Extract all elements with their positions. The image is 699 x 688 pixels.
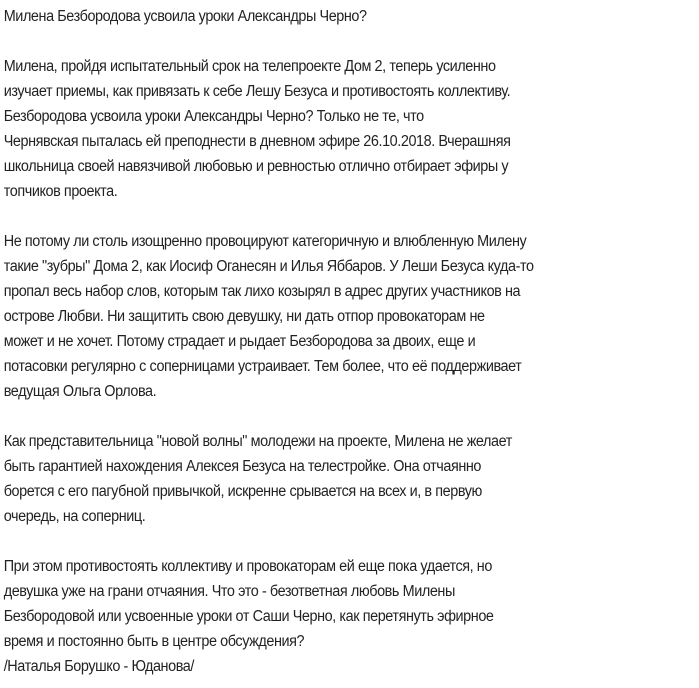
paragraph-line: пропал весь набор слов, которым так лихо козырял в адрес других участников на xyxy=(3,283,521,300)
paragraph-line: время и постоянно быть в центре обсуждения? xyxy=(3,633,305,650)
article-paragraph-1 xyxy=(4,54,692,204)
paragraph-line: школьница своей навязчивой любовью и ревностью отлично отбирает эфиры у xyxy=(3,158,509,175)
article-paragraph-2 xyxy=(4,229,692,404)
paragraph-line: очередь, на соперниц. xyxy=(3,508,146,525)
paragraph-line: изучает приемы, как привязать к себе Лешу Безуса и противостоять коллективу. xyxy=(3,83,511,100)
paragraph-line: топчиков проекта. xyxy=(3,183,118,200)
paragraph-line: острове Любви. Ни защитить свою девушку, ни дать отпор провокаторам не xyxy=(3,308,485,325)
paragraph-line: борется с его пагубной привычкой, искренне срывается на всех и, в первую xyxy=(3,483,482,500)
paragraph-line: девушка уже на грани отчаяния. Что это - безответная любовь Милены xyxy=(3,583,455,600)
article-author: /Наталья Борушко - Юданова/ xyxy=(3,658,194,675)
paragraph-line: ведущая Ольга Орлова. xyxy=(3,383,157,400)
article xyxy=(0,4,692,679)
paragraph-line: Безбородова усвоила уроки Александры Черно? Только не те, что xyxy=(3,108,424,125)
paragraph-line: Безбородовой или усвоенные уроки от Саши Черно, как перетянуть эфирное xyxy=(3,608,494,625)
paragraph-line: такие "зубры" Дома 2, как Иосиф Оганесян и Илья Яббаров. У Леши Безуса куда-то xyxy=(3,258,534,275)
paragraph-line: Чернявская пыталась ей преподнести в дневном эфире 26.10.2018. Вчерашняя xyxy=(3,133,511,150)
article-title: Милена Безбородова усвоила уроки Александры Черно? xyxy=(3,8,367,25)
paragraph-line: При этом противостоять коллективу и провокаторам ей еще пока удается, но xyxy=(3,558,492,575)
paragraph-line: может и не хочет. Потому страдает и рыдает Безбородова за двоих, еще и xyxy=(3,333,476,350)
paragraph-line: потасовки регулярно с соперницами устраивает. Тем более, что её поддерживает xyxy=(3,358,522,375)
article-paragraph-4 xyxy=(4,554,692,679)
paragraph-line: Не потому ли столь изощренно провоцируют категоричную и влюбленную Милену xyxy=(3,233,527,250)
article-paragraph-3 xyxy=(4,429,692,529)
paragraph-line: быть гарантией нахождения Алексея Безуса на телестройке. Она отчаянно xyxy=(3,458,482,475)
paragraph-line: Как представительница "новой волны" молодежи на проекте, Милена не желает xyxy=(3,433,512,450)
paragraph-line: Милена, пройдя испытательный срок на телепроекте Дом 2, теперь усиленно xyxy=(3,58,496,75)
